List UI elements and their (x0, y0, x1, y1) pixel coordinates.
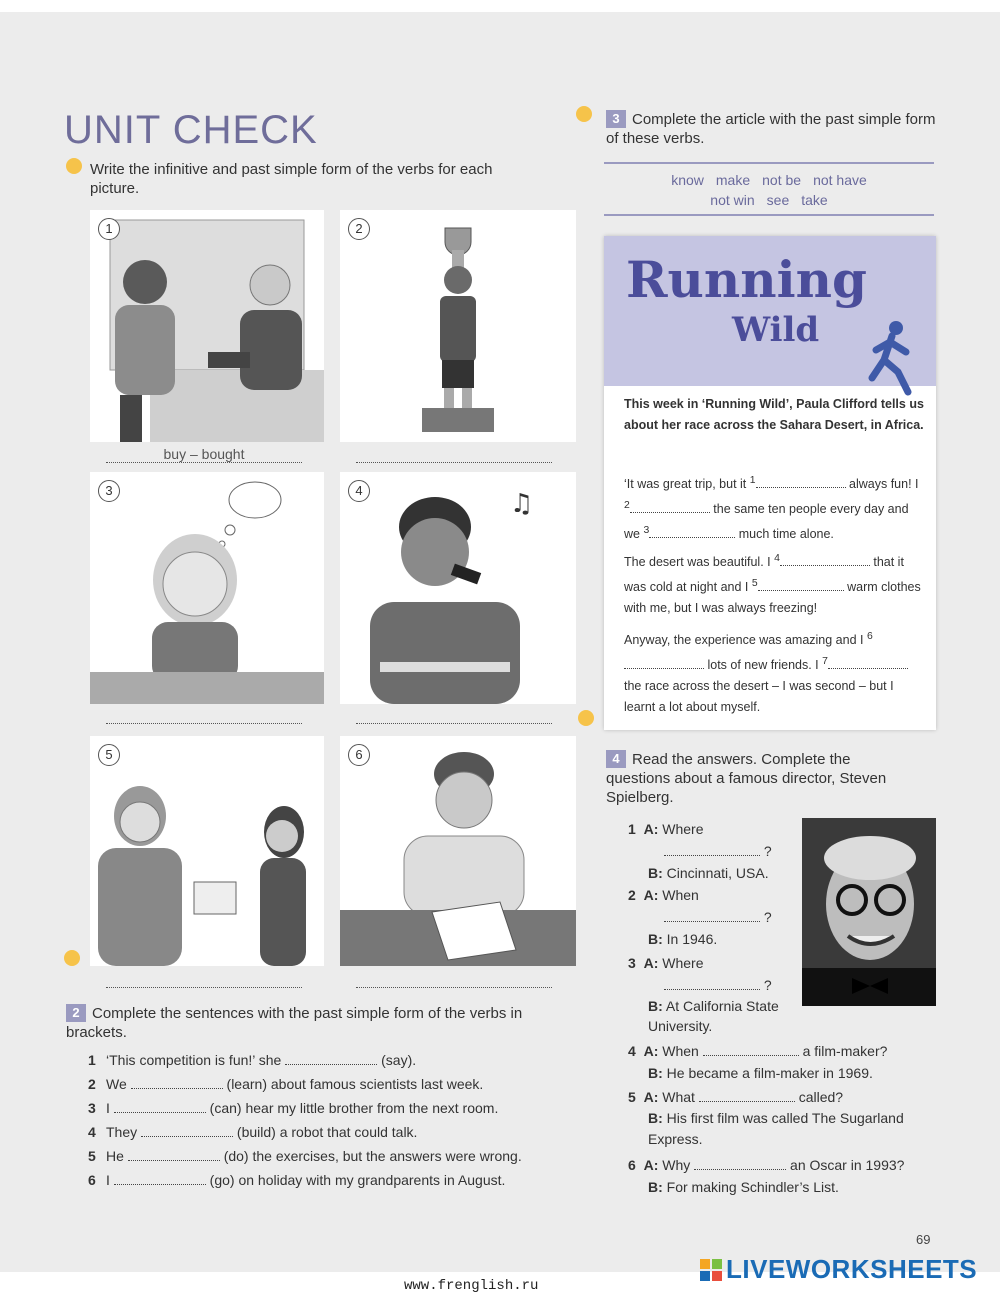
answer-field-1[interactable]: buy – bought (106, 446, 302, 463)
article-paragraph-2: The desert was beautiful. I $^4$ that it was cold at night and I $^5$ warm clothes with me, but I was always freezing! (624, 553, 921, 616)
answer-blank[interactable] (630, 500, 710, 513)
sentence-1: 1 ‘This competition is fun!’ she (say). (88, 1052, 417, 1068)
svg-text:♫: ♫ (510, 489, 534, 519)
thinking-girl-illustration (90, 472, 324, 704)
picture-panel-6 (340, 736, 576, 966)
answer-blank[interactable] (624, 656, 704, 669)
lightbulb-icon (578, 710, 594, 726)
answer-field-3[interactable] (106, 722, 302, 724)
answer-field-4[interactable] (356, 722, 552, 724)
answer-blank[interactable] (114, 1100, 206, 1113)
panel-number: 4 (348, 480, 370, 502)
panel-number: 3 (98, 480, 120, 502)
sentence-3: 3 I (can) hear my little brother from the next room. (88, 1100, 499, 1116)
answer-1: B: Cincinnati, USA. (648, 865, 769, 881)
spielberg-photo (802, 818, 936, 1006)
liveworksheets-icon (700, 1259, 722, 1281)
site-url: www.frenglish.ru (404, 1278, 539, 1294)
answer-field-2[interactable] (356, 461, 552, 463)
picture-panel-3 (90, 472, 324, 704)
exercise-number: 3 (606, 110, 626, 128)
panel-number: 2 (348, 218, 370, 240)
lightbulb-icon (66, 158, 82, 174)
sentence-4: 4 They (build) a robot that could talk. (88, 1124, 418, 1140)
page-number: 69 (916, 1232, 931, 1247)
exercise-number: 2 (66, 1004, 86, 1022)
ex3-instruction: 3 Complete the article with the past simple form of these verbs. (606, 111, 936, 147)
answer-field-6[interactable] (356, 986, 552, 988)
article-paragraph-1: ‘It was great trip, but it $^1$ always fun! I $^2$ the same ten people every day and we $^3$ much time alone. (624, 475, 919, 542)
answer-6: B: For making Schindler’s List. (648, 1179, 839, 1195)
picture-panel-4 (340, 472, 576, 704)
article-header (604, 236, 936, 386)
panel-number: 6 (348, 744, 370, 766)
ex2-instruction: 2 Complete the sentences with the past simple form of the verbs in brackets. (66, 1005, 523, 1041)
answer-blank[interactable] (756, 475, 846, 488)
sentence-5: 5 He (do) the exercises, but the answers were wrong. (88, 1148, 522, 1164)
ex2-sentences (88, 1048, 522, 1192)
question-5: 5 A: What called? (628, 1089, 844, 1105)
answer-field-5[interactable] (106, 986, 302, 988)
singing-boy-illustration (340, 472, 576, 704)
answer-blank[interactable] (828, 656, 908, 669)
question-6: 6 A: Why an Oscar in 1993? (628, 1157, 905, 1173)
article-title: Running (626, 250, 867, 309)
director-portrait (802, 818, 936, 1006)
answer-2: B: In 1946. (648, 931, 718, 947)
question-4: 4 A: When a film-maker? (628, 1043, 888, 1059)
question-3: 3 A: Where (628, 955, 704, 971)
answer-blank[interactable] (114, 1172, 206, 1185)
liveworksheets-logo: LIVEWORKSHEETS (700, 1254, 977, 1285)
answer-blank[interactable] (758, 578, 844, 591)
answer-blank[interactable] (141, 1124, 233, 1137)
panel-number: 1 (98, 218, 120, 240)
question-1: 1 A: Where (628, 821, 704, 837)
runner-icon (866, 320, 918, 396)
sentence-6: 6 I (go) on holiday with my grandparents in August. (88, 1172, 506, 1188)
answer-blank[interactable] (703, 1043, 799, 1056)
writing-boy-illustration (340, 736, 576, 966)
article-paragraph-3: Anyway, the experience was amazing and I $^6$ lots of new friends. I $^7$ the race across the desert – I was second – but I learnt a lot about myself. (624, 626, 924, 718)
panel-number: 5 (98, 744, 120, 766)
answer-blank[interactable] (285, 1052, 377, 1065)
picture-panel-1 (90, 210, 324, 442)
answer-blank[interactable] (128, 1148, 220, 1161)
picture-panel-2 (340, 210, 576, 442)
lightbulb-icon (64, 950, 80, 966)
trophy-winner-illustration (340, 210, 576, 442)
answer-blank[interactable] (649, 525, 735, 538)
running-wild-article (604, 236, 936, 730)
answer-blank[interactable] (780, 553, 870, 566)
article-intro: This week in ‘Running Wild’, Paula Clifford tells us about her race across the Sahara Desert, in Africa. (624, 397, 924, 432)
answer-blank[interactable] (664, 977, 760, 990)
shop-scene-illustration (90, 210, 324, 442)
answer-4: B: He became a film-maker in 1969. (648, 1065, 873, 1081)
answer-blank[interactable] (699, 1089, 795, 1102)
exercise-number: 4 (606, 750, 626, 768)
question-2: 2 A: When (628, 887, 699, 903)
answer-5: B: His first film was called The Sugarland Express. (648, 1110, 904, 1147)
unit-title: UNIT CHECK (64, 108, 318, 152)
lightbulb-icon (576, 106, 592, 122)
article-subtitle: Wild (732, 310, 820, 350)
answer-blank[interactable] (664, 843, 760, 856)
answer-blank[interactable] (131, 1076, 223, 1089)
ex4-instruction: 4 Read the answers. Complete the questions about a famous director, Steven Spielberg. (606, 751, 887, 806)
sentence-2: 2 We (learn) about famous scientists last week. (88, 1076, 484, 1092)
answer-blank[interactable] (694, 1157, 786, 1170)
picture-panel-5 (90, 736, 324, 966)
giving-gift-illustration (90, 736, 324, 966)
word-box: know make not be not have not win see take (604, 162, 934, 216)
answer-blank[interactable] (664, 909, 760, 922)
answer-3: B: At California State University. (648, 998, 779, 1034)
ex1-instruction: Write the infinitive and past simple form of the verbs for each picture. (90, 161, 493, 197)
